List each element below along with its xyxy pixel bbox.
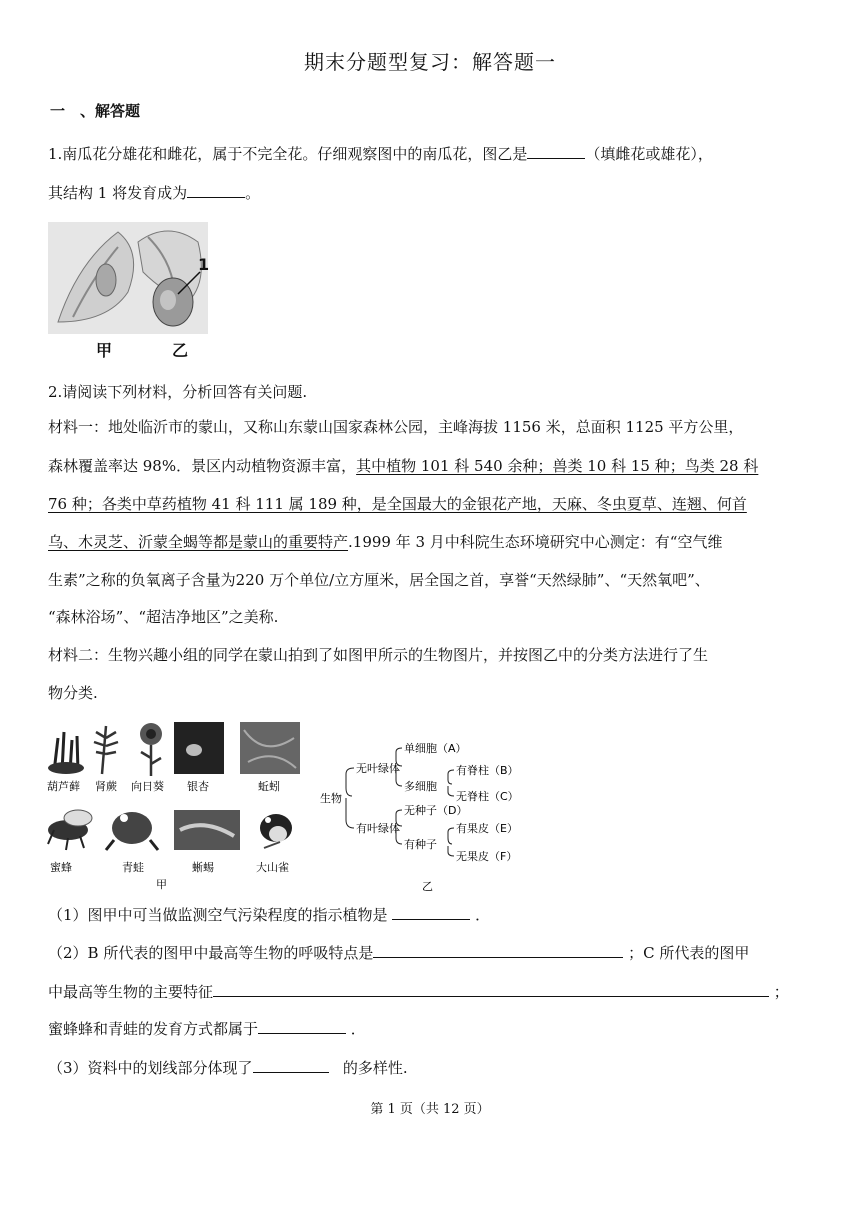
organism-label-sunflower: 向日葵 <box>131 780 164 793</box>
q2-material2-line1: 材料二：生物兴趣小组的同学在蒙山拍到了如图甲所示的生物图片，并按图乙中的分类方法进行了生 <box>48 646 709 664</box>
m1-underlined-text: 其中植物 101 科 540 余种；兽类 10 科 15 种；鸟类 28 科 <box>356 457 759 475</box>
sub1-answer-blank[interactable] <box>392 901 470 920</box>
organism-label-ginkgo: 银杏 <box>187 780 209 793</box>
page-footer: 第 1 页（共 12 页） <box>370 1102 490 1117</box>
tree-invertebrate: 无脊柱（C） <box>456 790 519 803</box>
q1-text-a: 1.南瓜花分雄花和雌花，属于不完全花。仔细观察图中的南瓜花，图乙是 <box>48 145 528 163</box>
tree-chloroplast: 有叶绿体 <box>356 822 400 835</box>
q1-answer-blank-2[interactable] <box>187 179 245 198</box>
m1-underlined-text-2: 76 种；各类中草药植物 41 科 111 属 189 种，是全国最大的金银花产地，天麻、冬虫夏草、连翘、何首 <box>48 495 747 513</box>
sub2-answer-blank-2[interactable] <box>213 978 769 997</box>
sub2-text-c: 中最高等生物的主要特征 <box>48 983 214 1001</box>
q2-material2-line2: 物分类. <box>48 684 98 702</box>
organism-label-bee: 蜜蜂 <box>50 861 72 874</box>
page-title: 期末分题型复习：解答题一 <box>304 50 556 74</box>
figure-label-jia-2: 甲 <box>156 878 167 891</box>
organism-label-fern: 肾蕨 <box>95 780 117 793</box>
m1-underlined-text-3: 乌、木灵芝、沂蒙全蝎等都是蒙山的重要特产 <box>48 533 349 551</box>
tree-root: 生物 <box>320 792 342 805</box>
q2-material1-line5: 生素”之称的负氧离子含量为220 万个单位/立方厘米，居全国之首，享誉“天然绿肺”、“天然氧吧”、 <box>48 571 710 589</box>
organism-label-tit: 大山雀 <box>256 861 289 874</box>
figure-label-yi: 乙 <box>172 341 189 360</box>
q2-material1-line2 <box>48 449 814 484</box>
sub-question-1 <box>48 898 814 933</box>
organism-label-frog: 青蛙 <box>122 861 144 874</box>
organisms-figure <box>44 718 314 893</box>
figure-label-yi-2: 乙 <box>422 880 433 893</box>
sub2-answer-blank-3[interactable] <box>258 1015 346 1034</box>
tree-no-seed: 无种子（D） <box>404 804 468 817</box>
sub-question-2-line2 <box>48 975 814 1010</box>
pumpkin-flower-figure <box>48 222 228 362</box>
q2-intro: 2.请阅读下列材料，分析回答有关问题. <box>48 383 308 401</box>
tree-unicellular: 单细胞（A） <box>404 742 467 755</box>
sub2-text-f: ． <box>350 1020 366 1038</box>
m1-text: 森林覆盖率达 98%．景区内动植物资源丰富， <box>48 457 357 475</box>
sub2-answer-blank-1[interactable] <box>373 939 623 958</box>
section-heading: 一 、解答题 <box>50 102 141 120</box>
sub2-text-e: 蜜蜂蜂和青蛙的发育方式都属于 <box>48 1020 259 1038</box>
organism-label-moss: 葫芦藓 <box>47 780 80 793</box>
tree-vertebrate: 有脊柱（B） <box>456 764 519 777</box>
q1-line-2 <box>48 176 814 211</box>
sub3-answer-blank[interactable] <box>253 1054 329 1073</box>
q2-material1-line3 <box>48 487 814 522</box>
tree-seed: 有种子 <box>404 838 437 851</box>
tree-multicellular: 多细胞 <box>404 780 437 793</box>
sub3-text-a: （3）资料中的划线部分体现了 <box>48 1059 253 1077</box>
m1-text-b: .1999 年 3 月中科院生态环境研究中心测定：有“空气维 <box>348 533 723 551</box>
sub-question-2-line3 <box>48 1012 814 1047</box>
sub-question-3 <box>48 1051 814 1086</box>
q2-material1-line6: “森林浴场”、“超洁净地区”之美称. <box>48 608 279 626</box>
tree-no-chloroplast: 无叶绿体 <box>356 762 400 775</box>
q1-text-d: 。 <box>245 184 261 202</box>
q1-text-c: 其结构 1 将发育成为 <box>48 184 188 202</box>
sub1-text: （1）图甲中可当做监测空气污染程度的指示植物是 <box>48 906 388 924</box>
sub2-text-b: ；C 所代表的图甲 <box>628 944 750 962</box>
tree-no-pericarp: 无果皮（F） <box>456 850 518 863</box>
q1-text-b: （填雌花或雄花）， <box>585 145 713 163</box>
sub2-text-a: （2）B 所代表的图甲中最高等生物的呼吸特点是 <box>48 944 374 962</box>
q2-material1-line1: 材料一：地处临沂市的蒙山，又称山东蒙山国家森林公园，主峰海拔 1156 米，总面积 1125 平方公里， <box>48 418 744 436</box>
sub-question-2-line1 <box>48 936 814 971</box>
sub2-text-d: ； <box>773 983 789 1001</box>
figure-label-jia: 甲 <box>96 341 113 360</box>
organism-label-lizard: 蜥蜴 <box>192 861 214 874</box>
q1-line-1 <box>48 137 814 172</box>
q2-material1-line4 <box>48 525 814 560</box>
organism-label-earthworm: 蚯蚓 <box>258 780 280 793</box>
sub1-end: ． <box>475 906 491 924</box>
sub3-text-b: 的多样性. <box>342 1059 408 1077</box>
q1-answer-blank-1[interactable] <box>527 140 585 159</box>
classification-tree <box>318 740 558 895</box>
tree-pericarp: 有果皮（E） <box>456 822 518 835</box>
figure-label-1: 1 <box>198 255 210 274</box>
